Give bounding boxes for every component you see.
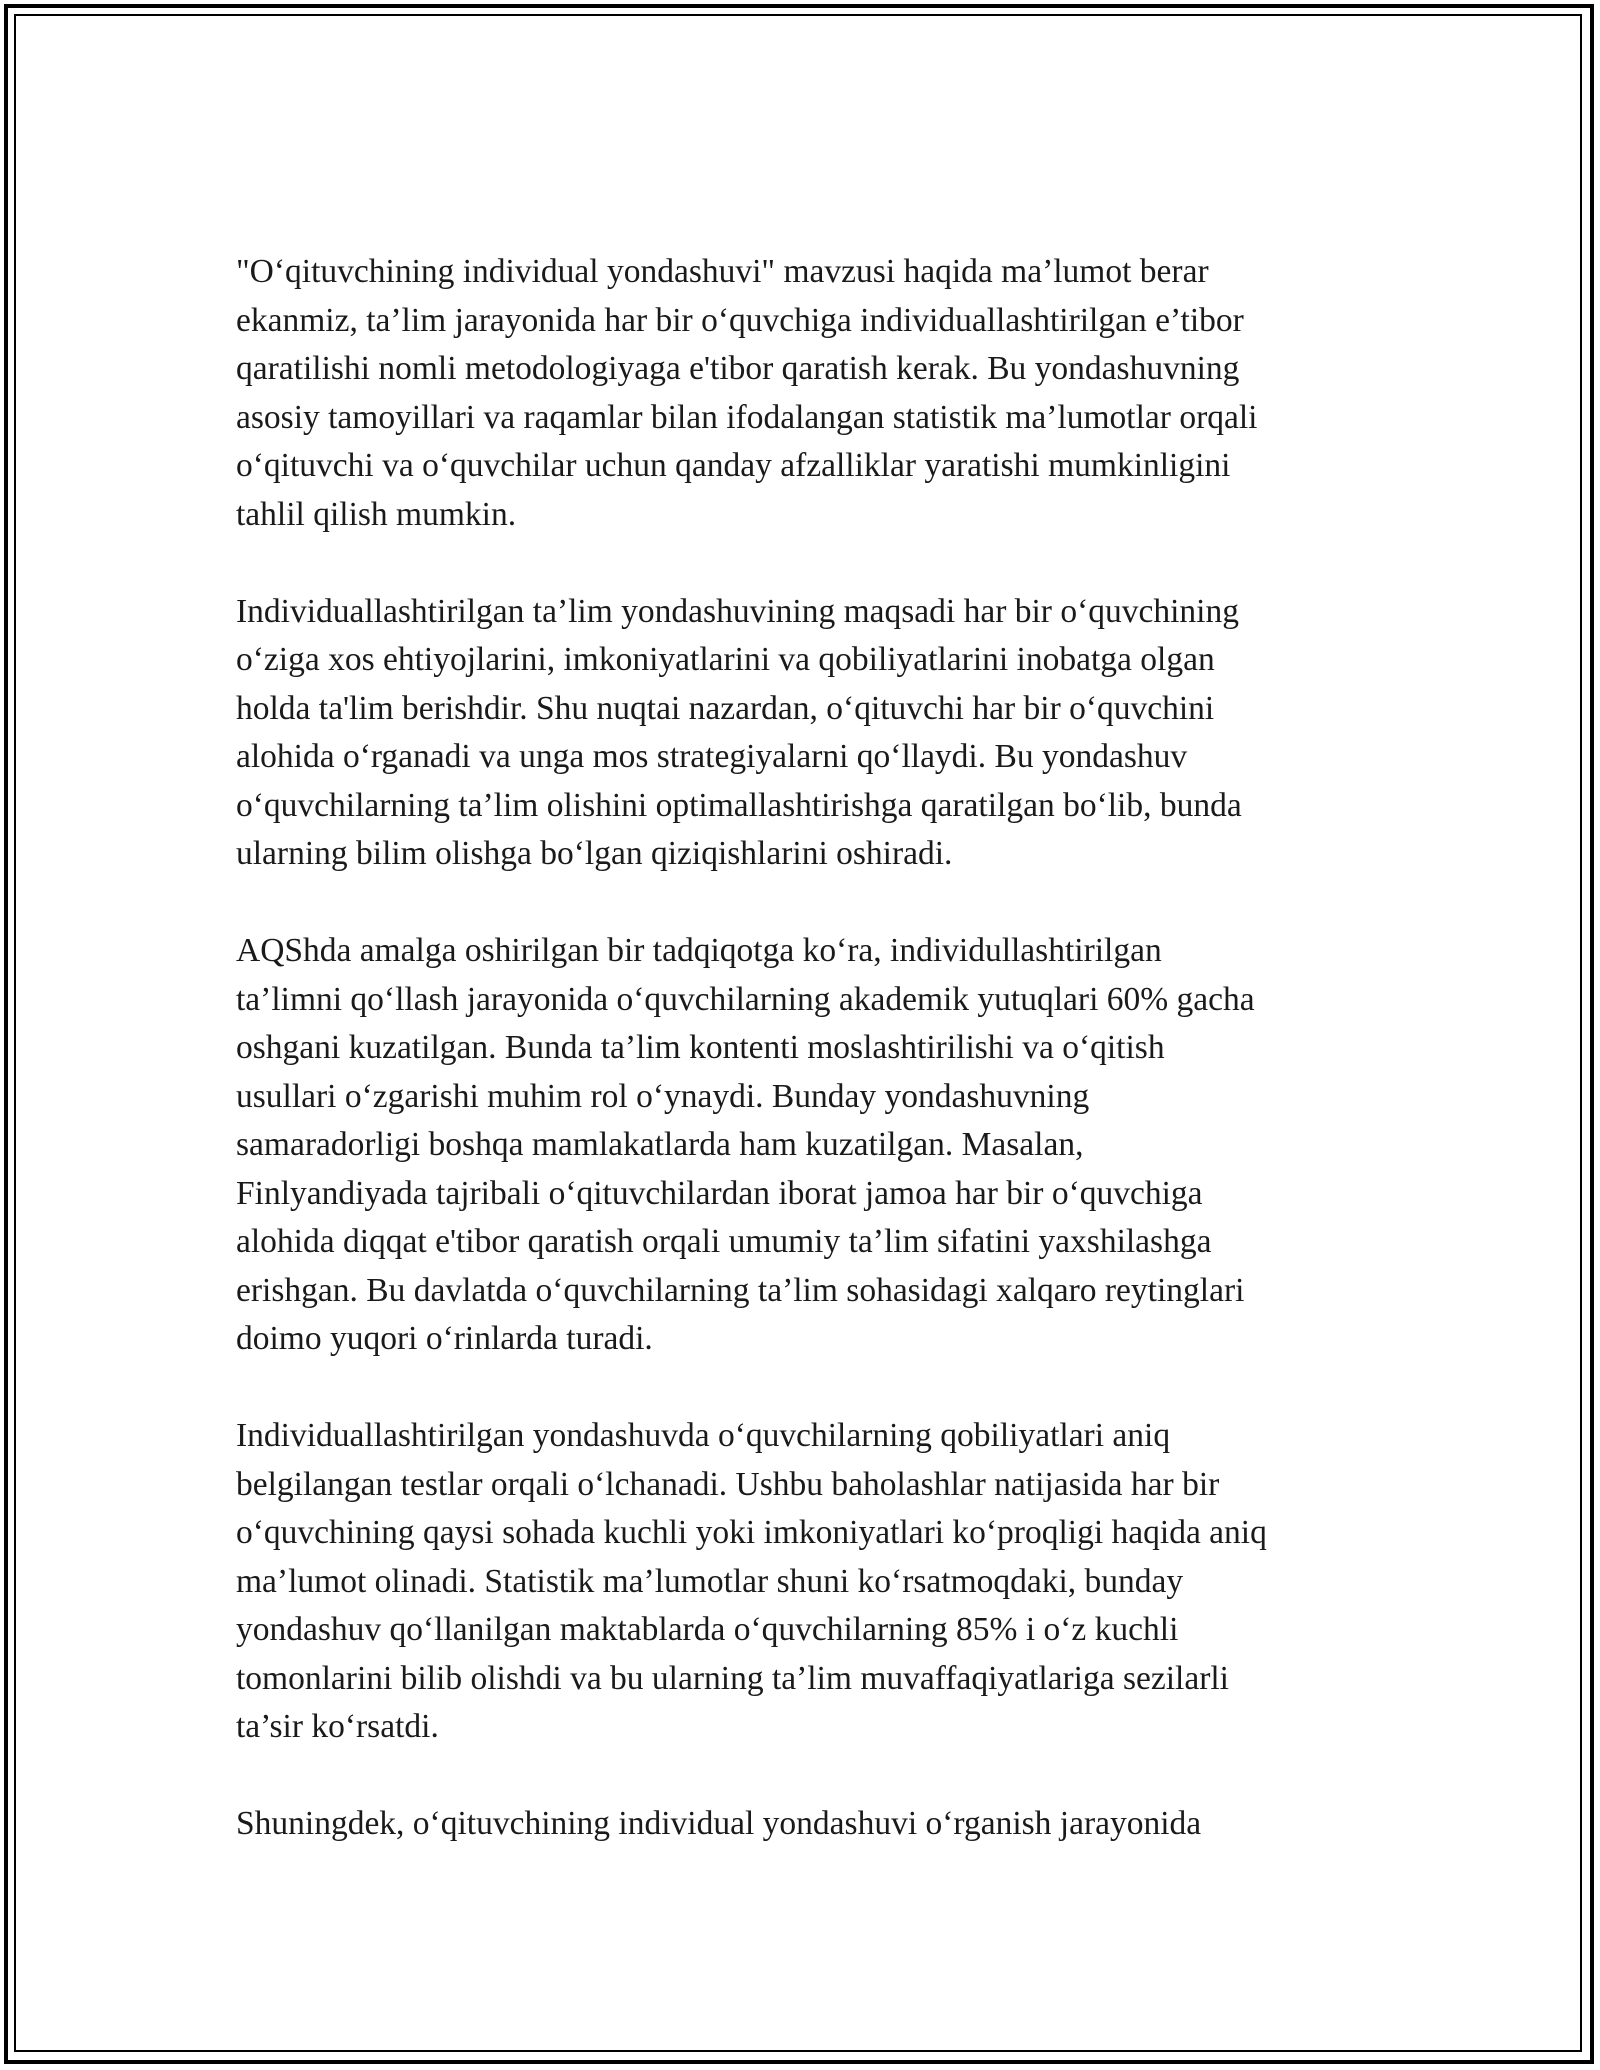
paragraph-4: Individuallashtirilgan yondashuvda o‘quvchilarning qobiliyatlari aniq belgilangan testlar orqali o‘lchanadi. Ushbu baholashlar natijasida har bir o‘quvchining qaysi sohada kuchli yoki imkoniyatlari ko‘proqligi haqida aniq ma’lumot olinadi. Statistik ma’lumotlar shuni ko‘rsatmoqdaki, bunday yondashuv qo‘llanilgan maktablarda o‘quvchilarning 85% i o‘z kuchli tomonlarini bilib olishdi va bu ularning ta’lim muvaffaqiyatlariga sezilarli ta’sir ko‘rsatdi. [236, 1417, 1267, 1745]
paragraph-5: Shuningdek, o‘qituvchining individual yondashuvi o‘rganish jarayonida [236, 1805, 1202, 1842]
paragraph-1: "O‘qituvchining individual yondashuvi" mavzusi haqida ma’lumot berar ekanmiz, ta’lim jarayonida har bir o‘quvchiga individuallashtirilgan e’tibor qaratilishi nomli metodologiyaga e'tibor qaratish kerak. Bu yondashuvning asosiy tamoyillari va raqamlar bilan ifodalangan statistik ma’lumotlar orqali o‘qituvchi va o‘quvchilar uchun qanday afzalliklar yaratishi mumkinligini tahlil qilish mumkin. [236, 253, 1258, 533]
document-body [236, 248, 1376, 1897]
paragraph-2: Individuallashtirilgan ta’lim yondashuvining maqsadi har bir o‘quvchining o‘ziga xos ehtiyojlarini, imkoniyatlarini va qobiliyatlarini inobatga olgan holda ta'lim berishdir. Shu nuqtai nazardan, o‘qituvchi har bir o‘quvchini alohida o‘rganadi va unga mos strategiyalarni qo‘llaydi. Bu yondashuv o‘quvchilarning ta’lim olishini optimallashtirishga qaratilgan bo‘lib, bunda ularning bilim olishga bo‘lgan qiziqishlarini oshiradi. [236, 592, 1242, 872]
paragraph-3: AQShda amalga oshirilgan bir tadqiqotga ko‘ra, individullashtirilgan ta’limni qo‘llash jarayonida o‘quvchilarning akademik yutuqlari 60% gacha oshgani kuzatilgan. Bunda ta’lim kontenti moslashtirilishi va o‘qitish usullari o‘zgarishi muhim rol o‘ynaydi. Bunday yondashuvning samaradorligi boshqa mamlakatlarda ham kuzatilgan. Masalan, Finlyandiyada tajribali o‘qituvchilardan iborat jamoa har bir o‘quvchiga alohida diqqat e'tibor qaratish orqali umumiy ta’lim sifatini yaxshilashga erishgan. Bu davlatda o‘quvchilarning ta’lim sohasidagi xalqaro reytinglari doimo yuqori o‘rinlarda turadi. [236, 932, 1255, 1357]
